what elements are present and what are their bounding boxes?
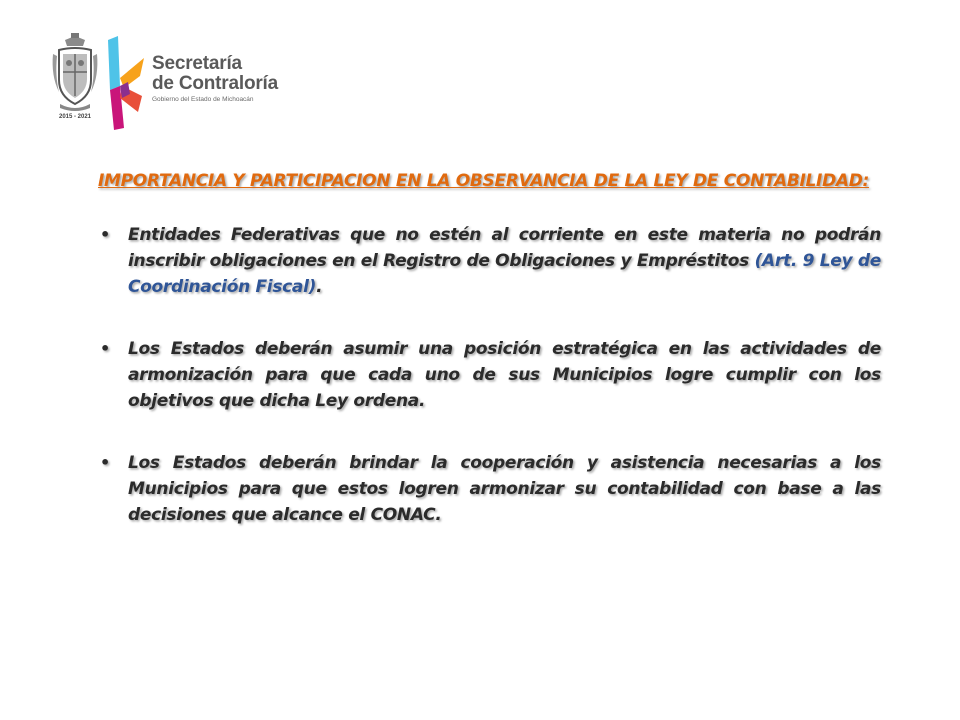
slide-content xyxy=(98,168,881,564)
slide-heading: IMPORTANCIA Y PARTICIPACION EN LA OBSERVANCIA DE LA LEY DE CONTABILIDAD: xyxy=(98,171,870,191)
header-logos xyxy=(50,32,278,132)
brand-title-line1: Secretaría xyxy=(152,53,242,74)
state-crest-logo xyxy=(50,32,100,132)
bullet-text: Los Estados deberán asumir una posición estratégica en las actividades de armonización para que cada uno de sus Municipios logre cumplir con los objetivos que dicha Ley ordena. xyxy=(128,339,881,411)
crest-years: 2015 - 2021 xyxy=(58,114,92,120)
bullet-suffix: . xyxy=(316,277,323,297)
bullet-item xyxy=(98,450,881,528)
bullet-item xyxy=(98,336,881,414)
law-reference: (Art. 9 Ley de Coordinación Fiscal) xyxy=(128,251,881,297)
brand-title-line2: de Contraloría xyxy=(152,73,278,94)
bullet-list xyxy=(98,222,881,528)
bullet-text: Entidades Federativas que no estén al corriente en este materia no podrán inscribir obligaciones en el Registro de Obligaciones y Empréstitos xyxy=(128,225,881,271)
bullet-item xyxy=(98,222,881,300)
brand-subtitle: Gobierno del Estado de Michoacán xyxy=(152,96,254,103)
bullet-text: Los Estados deberán brindar la cooperación y asistencia necesarias a los Municipios para que estos logren armonizar su contabilidad con base a las decisiones que alcance el CONAC. xyxy=(128,453,881,525)
bullet-dot-icon: • xyxy=(100,339,110,358)
brand-wordmark xyxy=(152,54,278,103)
bullet-dot-icon: • xyxy=(100,453,110,472)
crest-shield-icon xyxy=(50,32,100,112)
k-brand-logo-icon xyxy=(104,32,146,132)
bullet-dot-icon: • xyxy=(100,225,110,244)
